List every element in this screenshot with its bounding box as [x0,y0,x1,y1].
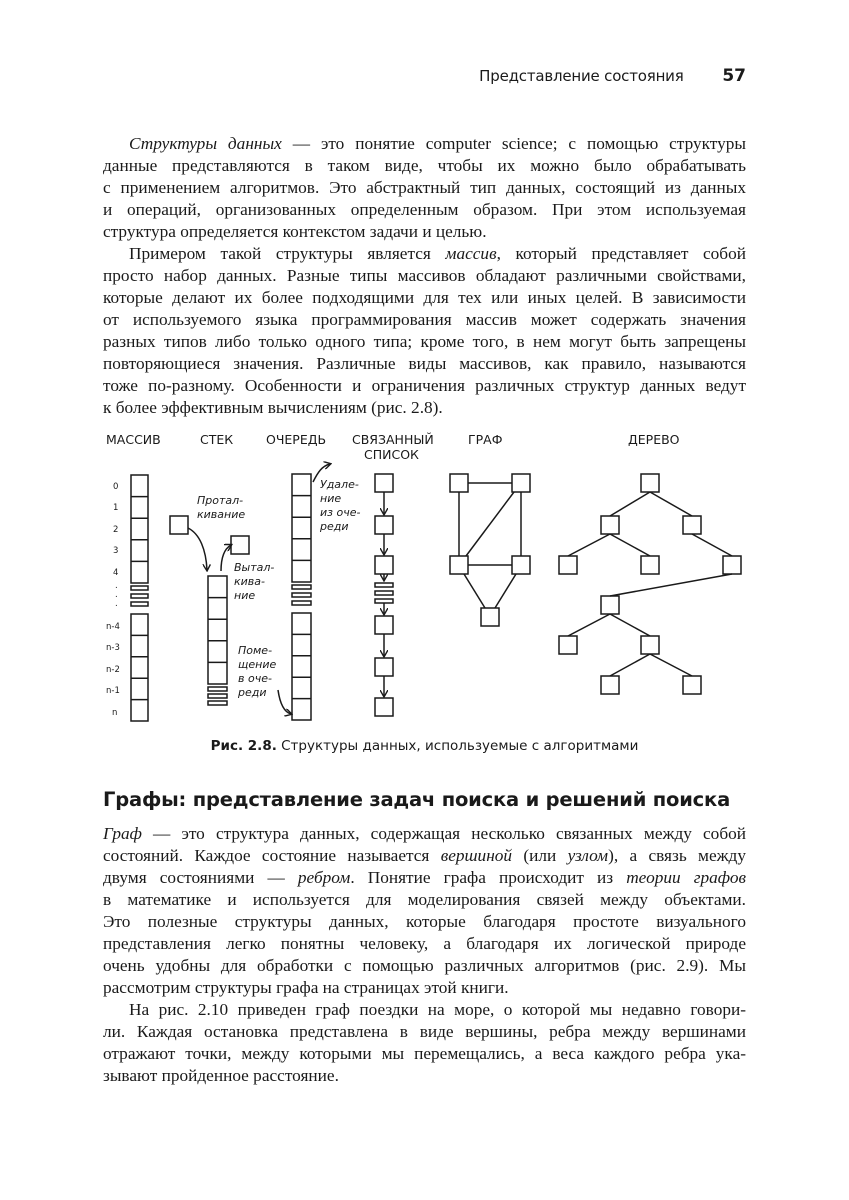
text-line: которые делают их более подходящими для тех или иных целей. В зависимости [103,288,746,307]
term-array: массив [445,244,497,263]
text-line: от используемого языка программирования массив может содержать значения [103,310,746,329]
paragraph-trip-graph [103,999,746,1087]
graph-vertex [450,556,468,574]
array-index: 3 [113,546,119,556]
text-line: Примером такой структуры является массив, который представляет собой [129,244,746,263]
text-line: с применением алгоритмов. Это абстрактный тип данных, состоящий из данных [103,178,746,197]
push-arrow [188,528,207,570]
text-line: На рис. 2.10 приведен граф поездки на море, о которой мы недавно говори- [129,1000,746,1019]
tree-node [641,636,659,654]
text-line: и операций, организованных определенным образом. При этом используемая [103,200,746,219]
svg-text:кивание: кивание [197,508,246,521]
label-queue: ОЧЕРЕДЬ [266,432,327,447]
array-cells-top [131,475,148,583]
figure-caption-number: Рис. 2.8. [210,738,277,754]
data-structures-diagram [100,428,750,728]
body-text-bottom [103,823,746,1087]
svg-text:Вытал-: Вытал- [234,561,275,574]
array-index: 1 [113,503,119,513]
text-line: разных типов либо только одного типа; кроме того, в нем могут быть запрещены [103,332,746,351]
text-line: представления легко понятны человеку, а благодаря их логической природе [103,934,746,953]
label-linked-list-1: СВЯЗАННЫЙ [352,432,434,447]
stack-cells [208,576,227,684]
term-data-structures: Структуры данных [129,134,282,153]
svg-text:Удале-: Удале- [320,478,359,491]
tree-node [641,556,659,574]
page-number: 57 [722,66,746,86]
term-vertex: вершиной [440,846,513,865]
label-array: МАССИВ [106,432,161,447]
graph-vertex [512,556,530,574]
text-line: рассмотрим структуры графа на страницах этой книги. [103,978,509,997]
label-tree: ДЕРЕВО [628,432,680,447]
running-head [479,66,746,86]
array-index: 4 [113,568,119,578]
term-graph-theory: теории графов [626,868,746,887]
array-index: n [112,708,118,718]
queue-cells-top [292,474,311,582]
text-line: просто набор данных. Разные типы массивов обладают различными свойствами, [103,266,746,285]
tree-node [559,636,577,654]
tree-node [723,556,741,574]
svg-text:реди: реди [320,520,349,533]
svg-text:ние: ние [234,589,256,602]
svg-text:ние: ние [320,492,342,505]
enqueue-annotation [237,644,276,699]
tree-node [641,474,659,492]
svg-text:в оче-: в оче- [238,672,272,685]
tree-node [559,556,577,574]
queue-cells-bottom [292,613,311,720]
label-linked-list-2: СПИСОК [364,447,419,462]
figure-2-8 [100,428,750,728]
term-node: узлом [567,846,609,865]
array-structure [131,475,148,721]
tree-node [683,516,701,534]
term-graph: Граф [103,824,142,843]
graph-vertex [450,474,468,492]
tree-node [601,516,619,534]
text-line: отражают точки, между которыми мы перемещались, а веса каждого ребра ука- [103,1044,746,1063]
term-edge: ребром [297,868,351,887]
pop-arrow [221,545,231,571]
text-line: данные представляются в таком виде, чтобы их можно было обрабатывать [103,156,746,175]
label-graph: ГРАФ [468,432,503,447]
text-line: очень удобны для обработки с помощью различных алгоритмов (рис. 2.9). Мы [103,956,746,975]
label-stack: СТЕК [200,432,234,447]
paragraph-data-structures [103,133,746,243]
array-index: n-3 [106,643,120,653]
array-index: 0 [113,482,119,492]
section-heading: Графы: представление задач поиска и решений поиска [103,788,731,811]
svg-text:кива-: кива- [234,575,265,588]
text-line: Граф — это структура данных, содержащая несколько связанных между собой [103,824,746,843]
graph-vertex [481,608,499,626]
linked-list-structure [375,474,393,716]
figure-caption-text: Структуры данных, используемые с алгоритмами [276,738,639,754]
tree-node [601,596,619,614]
tree-node [683,676,701,694]
text-line: Это полезные структуры данных, которые благодаря простоте визуального [103,912,746,931]
dequeue-annotation [319,478,360,533]
figure-caption [0,738,849,754]
array-cells-bottom [131,614,148,721]
running-head-title: Представление состояния [479,67,684,85]
array-dot: . [115,599,118,609]
text-line: тоже по-разному. Особенности и ограничения различных структур данных ведут [103,376,746,395]
paragraph-graph [103,823,746,999]
text-line: повторяющиеся значения. Различные виды массивов, как правило, называются [103,354,746,373]
push-element [170,516,188,534]
push-annotation [197,494,245,521]
body-text-top [103,133,746,419]
array-dot: . [115,590,118,600]
tree-structure [559,474,741,694]
pop-element [231,536,249,554]
svg-text:Поме-: Поме- [238,644,273,657]
svg-text:реди: реди [238,686,267,699]
text-line: зывают пройденное расстояние. [103,1066,339,1085]
tree-node [601,676,619,694]
array-index: n-4 [106,622,120,632]
array-index: 2 [113,525,119,535]
array-index: n-2 [106,665,120,675]
svg-text:Протал-: Протал- [197,494,244,507]
svg-text:из оче-: из оче- [320,506,361,519]
graph-structure [450,474,530,626]
text-line: двумя состояниями — ребром. Понятие графа происходит из теории графов [103,868,746,887]
paragraph-array [103,243,746,419]
text-line: состояний. Каждое состояние называется вершиной (или узлом), а связь между [103,846,746,865]
enqueue-arrow [278,690,291,714]
svg-text:щение: щение [238,658,277,671]
array-dot: . [115,581,118,591]
text-line: Структуры данных — это понятие computer science; с помощью структуры [129,134,747,153]
text-line: ли. Каждая остановка представлена в виде вершины, ребра между вершинами [103,1022,746,1041]
text-line: структура определяется контекстом задачи и целью. [103,222,487,241]
array-index: n-1 [106,686,120,696]
pop-annotation [234,561,274,602]
graph-vertex [512,474,530,492]
text-line: к более эффективным вычислениям (рис. 2.8). [103,398,443,417]
text-line: в математике и используется для моделирования связей между объектами. [103,890,746,909]
